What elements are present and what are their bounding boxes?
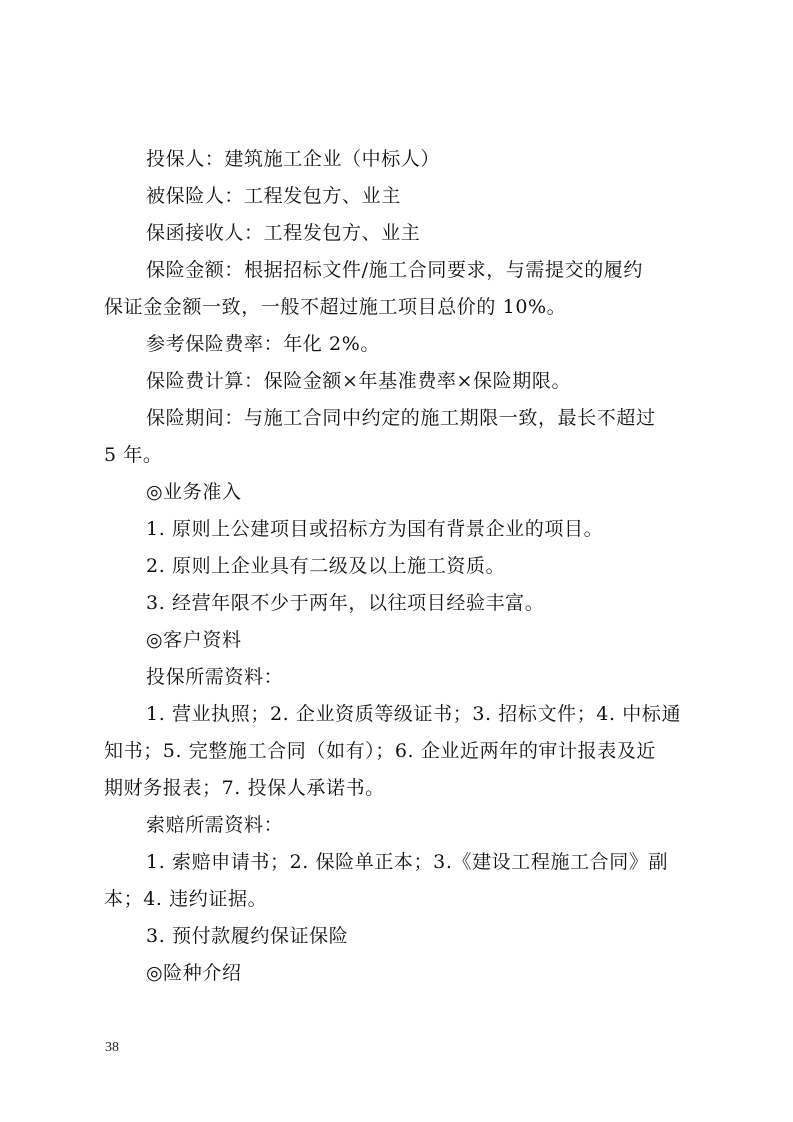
premium-calculation-line: 保险费计算：保险金额×年基准费率×保险期限。 [146,370,572,392]
insurance-period-line: 保险期间：与施工合同中约定的施工期限一致，最长不超过 [146,407,656,429]
page-number: 38 [105,1040,119,1055]
claim-materials-line-2: 本；4. 违约证据。 [104,888,268,910]
access-item-1: 1. 原则上公建项目或招标方为国有背景企业的项目。 [146,518,604,540]
application-materials-line-2: 知书；5. 完整施工合同（如有）；6. 企业近两年的审计报表及近 [104,740,657,762]
guarantee-recipient-line: 保函接收人：工程发包方、业主 [146,222,421,244]
insured-line: 被保险人：工程发包方、业主 [146,185,401,207]
policyholder-line: 投保人：建筑施工企业（中标人） [146,148,441,170]
access-item-3: 3. 经营年限不少于两年，以往项目经验丰富。 [146,592,545,614]
application-materials-line-1: 1. 营业执照；2. 企业资质等级证书；3. 招标文件；4. 中标通 [146,703,682,725]
claim-materials-line-1: 1. 索赔申请书；2. 保险单正本；3.《建设工程施工合同》副 [146,851,669,873]
section-heading-business-access: ◎业务准入 [146,481,242,503]
insurance-period-continued: 5 年。 [104,444,163,466]
access-item-2: 2. 原则上企业具有二级及以上施工资质。 [146,555,506,577]
insured-amount-continued: 保证金金额一致，一般不超过施工项目总价的 10%。 [104,296,567,318]
application-materials-heading: 投保所需资料： [146,666,284,688]
subsection-heading-advance-payment: 3. 预付款履约保证保险 [146,925,349,947]
section-heading-client-materials: ◎客户资料 [146,629,242,651]
claim-materials-heading: 索赔所需资料： [146,814,284,836]
section-heading-product-intro: ◎险种介绍 [146,962,242,984]
application-materials-line-3: 期财务报表；7. 投保人承诺书。 [104,777,385,799]
premium-rate-line: 参考保险费率：年化 2%。 [146,333,380,355]
document-body [104,141,694,992]
insured-amount-line: 保险金额：根据招标文件/施工合同要求，与需提交的履约 [146,259,644,281]
